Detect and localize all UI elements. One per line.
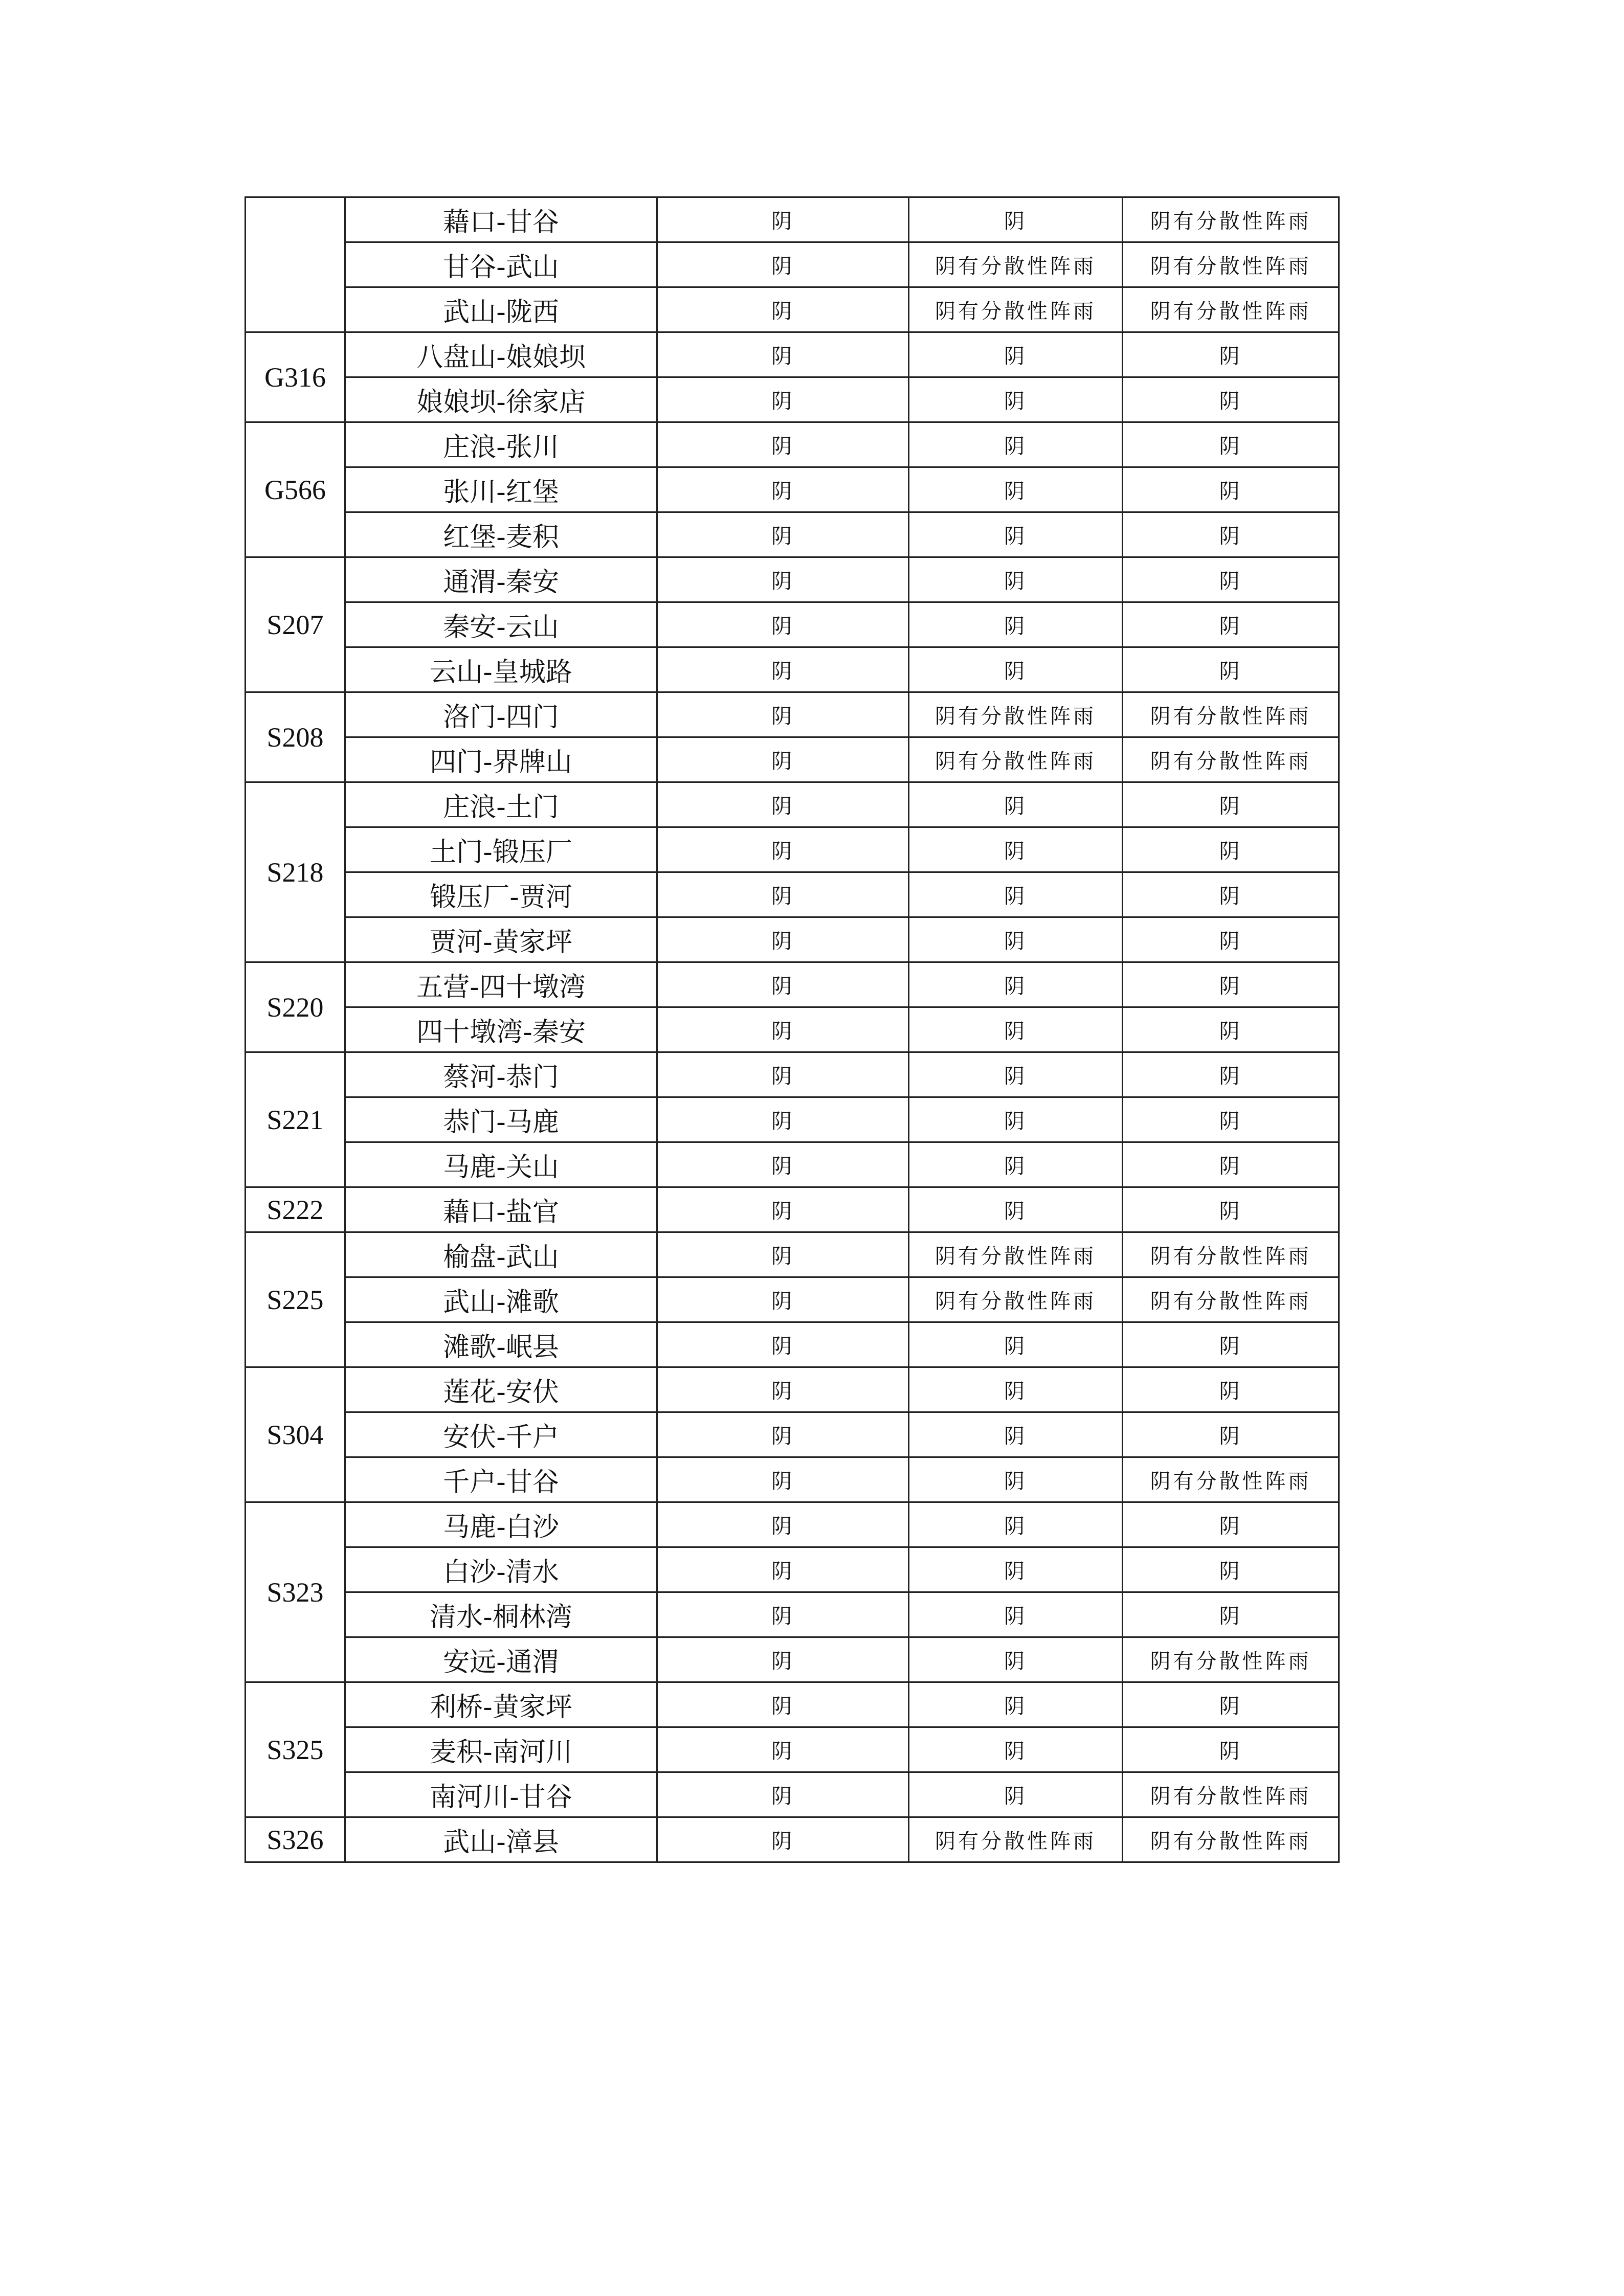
- road-segment-cell: 红堡-麦积: [345, 512, 657, 557]
- weather-cell-1: 阴: [657, 467, 909, 512]
- table-row: [246, 962, 1339, 1007]
- weather-cell-1: 阴: [657, 1502, 909, 1547]
- road-code-cell: S207: [246, 557, 345, 692]
- weather-cell-2: 阴有分散性阵雨: [909, 692, 1123, 737]
- weather-cell-2: 阴: [909, 647, 1123, 692]
- weather-cell-1: 阴: [657, 1592, 909, 1637]
- weather-cell-3: 阴有分散性阵雨: [1123, 1457, 1339, 1502]
- road-code-cell: S325: [246, 1682, 345, 1817]
- table-row: [246, 1817, 1339, 1862]
- weather-cell-2: 阴: [909, 1592, 1123, 1637]
- weather-cell-3: 阴: [1123, 1142, 1339, 1187]
- weather-cell-3: 阴: [1123, 1547, 1339, 1592]
- weather-cell-3: 阴有分散性阵雨: [1123, 1232, 1339, 1277]
- table-row: [246, 737, 1339, 782]
- table-row: [246, 872, 1339, 917]
- weather-cell-2: 阴: [909, 917, 1123, 962]
- weather-cell-1: 阴: [657, 1457, 909, 1502]
- road-code-cell: [246, 197, 345, 332]
- weather-cell-2: 阴: [909, 422, 1123, 467]
- weather-cell-1: 阴: [657, 962, 909, 1007]
- weather-cell-3: 阴: [1123, 377, 1339, 422]
- table-row: [246, 1277, 1339, 1322]
- road-code-cell: S323: [246, 1502, 345, 1682]
- weather-cell-3: 阴: [1123, 1682, 1339, 1727]
- weather-cell-1: 阴: [657, 917, 909, 962]
- weather-cell-2: 阴: [909, 1322, 1123, 1367]
- weather-cell-2: 阴: [909, 1772, 1123, 1817]
- weather-cell-1: 阴: [657, 602, 909, 647]
- table-row: [246, 1142, 1339, 1187]
- table-row: [246, 917, 1339, 962]
- weather-cell-1: 阴: [657, 422, 909, 467]
- weather-cell-2: 阴: [909, 377, 1123, 422]
- weather-cell-1: 阴: [657, 1007, 909, 1052]
- table-row: [246, 1727, 1339, 1772]
- road-segment-cell: 四门-界牌山: [345, 737, 657, 782]
- weather-cell-2: 阴: [909, 1097, 1123, 1142]
- weather-cell-3: 阴: [1123, 1007, 1339, 1052]
- weather-cell-2: 阴: [909, 557, 1123, 602]
- weather-cell-3: 阴: [1123, 1322, 1339, 1367]
- road-segment-cell: 麦积-南河川: [345, 1727, 657, 1772]
- weather-cell-2: 阴有分散性阵雨: [909, 737, 1123, 782]
- weather-cell-2: 阴: [909, 1637, 1123, 1682]
- road-code-cell: S225: [246, 1232, 345, 1367]
- weather-cell-2: 阴有分散性阵雨: [909, 242, 1123, 287]
- road-segment-cell: 武山-漳县: [345, 1817, 657, 1862]
- weather-cell-2: 阴: [909, 1682, 1123, 1727]
- weather-cell-2: 阴: [909, 1142, 1123, 1187]
- road-segment-cell: 张川-红堡: [345, 467, 657, 512]
- table-row: [246, 242, 1339, 287]
- road-segment-cell: 锻压厂-贾河: [345, 872, 657, 917]
- weather-cell-1: 阴: [657, 692, 909, 737]
- road-code-cell: G316: [246, 332, 345, 422]
- table-row: [246, 332, 1339, 377]
- table-row: [246, 1772, 1339, 1817]
- table-row: [246, 512, 1339, 557]
- table-row: [246, 1412, 1339, 1457]
- table-row: [246, 1682, 1339, 1727]
- weather-cell-1: 阴: [657, 1682, 909, 1727]
- weather-cell-2: 阴: [909, 1007, 1123, 1052]
- table-row: [246, 1007, 1339, 1052]
- road-segment-cell: 恭门-马鹿: [345, 1097, 657, 1142]
- weather-cell-3: 阴: [1123, 917, 1339, 962]
- weather-cell-2: 阴: [909, 1412, 1123, 1457]
- weather-cell-2: 阴: [909, 332, 1123, 377]
- road-code-cell: S218: [246, 782, 345, 962]
- road-segment-cell: 土门-锻压厂: [345, 827, 657, 872]
- weather-cell-3: 阴: [1123, 1592, 1339, 1637]
- road-segment-cell: 四十墩湾-秦安: [345, 1007, 657, 1052]
- weather-cell-2: 阴: [909, 197, 1123, 242]
- road-segment-cell: 南河川-甘谷: [345, 1772, 657, 1817]
- weather-cell-3: 阴: [1123, 602, 1339, 647]
- road-segment-cell: 马鹿-关山: [345, 1142, 657, 1187]
- road-segment-cell: 武山-滩歌: [345, 1277, 657, 1322]
- weather-cell-2: 阴: [909, 1367, 1123, 1412]
- weather-cell-1: 阴: [657, 827, 909, 872]
- weather-cell-3: 阴: [1123, 1412, 1339, 1457]
- weather-cell-3: 阴有分散性阵雨: [1123, 1817, 1339, 1862]
- table-row: [246, 647, 1339, 692]
- road-segment-cell: 藉口-盐官: [345, 1187, 657, 1232]
- road-segment-cell: 云山-皇城路: [345, 647, 657, 692]
- road-weather-table: [244, 196, 1340, 1863]
- weather-cell-1: 阴: [657, 1367, 909, 1412]
- table-row: [246, 377, 1339, 422]
- table-body: [246, 197, 1339, 1862]
- weather-cell-3: 阴: [1123, 1052, 1339, 1097]
- weather-cell-3: 阴有分散性阵雨: [1123, 287, 1339, 332]
- weather-cell-3: 阴: [1123, 557, 1339, 602]
- weather-cell-1: 阴: [657, 1097, 909, 1142]
- weather-cell-1: 阴: [657, 242, 909, 287]
- weather-cell-1: 阴: [657, 1232, 909, 1277]
- table-row: [246, 1637, 1339, 1682]
- weather-cell-3: 阴有分散性阵雨: [1123, 1772, 1339, 1817]
- weather-cell-2: 阴: [909, 467, 1123, 512]
- road-segment-cell: 庄浪-张川: [345, 422, 657, 467]
- table-row: [246, 1052, 1339, 1097]
- table-row: [246, 827, 1339, 872]
- road-segment-cell: 庄浪-土门: [345, 782, 657, 827]
- weather-cell-1: 阴: [657, 1052, 909, 1097]
- table-row: [246, 197, 1339, 242]
- weather-cell-1: 阴: [657, 197, 909, 242]
- table-row: [246, 692, 1339, 737]
- road-segment-cell: 五营-四十墩湾: [345, 962, 657, 1007]
- weather-cell-1: 阴: [657, 737, 909, 782]
- weather-cell-1: 阴: [657, 287, 909, 332]
- road-segment-cell: 安远-通渭: [345, 1637, 657, 1682]
- road-segment-cell: 甘谷-武山: [345, 242, 657, 287]
- weather-cell-1: 阴: [657, 1277, 909, 1322]
- weather-cell-1: 阴: [657, 377, 909, 422]
- weather-cell-2: 阴: [909, 1502, 1123, 1547]
- weather-cell-1: 阴: [657, 1637, 909, 1682]
- table-row: [246, 1187, 1339, 1232]
- weather-cell-1: 阴: [657, 872, 909, 917]
- road-segment-cell: 滩歌-岷县: [345, 1322, 657, 1367]
- table-row: [246, 1547, 1339, 1592]
- weather-cell-3: 阴: [1123, 1727, 1339, 1772]
- weather-cell-3: 阴: [1123, 647, 1339, 692]
- weather-cell-2: 阴: [909, 1457, 1123, 1502]
- weather-cell-3: 阴: [1123, 467, 1339, 512]
- weather-cell-3: 阴: [1123, 962, 1339, 1007]
- weather-cell-1: 阴: [657, 1772, 909, 1817]
- weather-cell-2: 阴: [909, 1052, 1123, 1097]
- road-code-cell: S304: [246, 1367, 345, 1502]
- table-row: [246, 1367, 1339, 1412]
- road-segment-cell: 安伏-千户: [345, 1412, 657, 1457]
- weather-cell-3: 阴有分散性阵雨: [1123, 242, 1339, 287]
- road-code-cell: S220: [246, 962, 345, 1052]
- table-row: [246, 1592, 1339, 1637]
- weather-cell-3: 阴: [1123, 422, 1339, 467]
- weather-cell-2: 阴: [909, 1547, 1123, 1592]
- weather-cell-2: 阴: [909, 602, 1123, 647]
- weather-cell-1: 阴: [657, 1142, 909, 1187]
- weather-cell-2: 阴: [909, 962, 1123, 1007]
- road-segment-cell: 贾河-黄家坪: [345, 917, 657, 962]
- road-segment-cell: 八盘山-娘娘坝: [345, 332, 657, 377]
- road-segment-cell: 清水-桐林湾: [345, 1592, 657, 1637]
- road-segment-cell: 千户-甘谷: [345, 1457, 657, 1502]
- road-segment-cell: 通渭-秦安: [345, 557, 657, 602]
- road-segment-cell: 藉口-甘谷: [345, 197, 657, 242]
- weather-cell-1: 阴: [657, 1322, 909, 1367]
- weather-cell-2: 阴: [909, 1187, 1123, 1232]
- road-code-cell: S326: [246, 1817, 345, 1862]
- road-segment-cell: 秦安-云山: [345, 602, 657, 647]
- weather-cell-1: 阴: [657, 1727, 909, 1772]
- weather-cell-1: 阴: [657, 332, 909, 377]
- weather-cell-2: 阴有分散性阵雨: [909, 287, 1123, 332]
- weather-cell-1: 阴: [657, 782, 909, 827]
- table-row: [246, 1097, 1339, 1142]
- table-row: [246, 1322, 1339, 1367]
- weather-cell-2: 阴: [909, 1727, 1123, 1772]
- road-segment-cell: 武山-陇西: [345, 287, 657, 332]
- road-segment-cell: 榆盘-武山: [345, 1232, 657, 1277]
- weather-cell-3: 阴有分散性阵雨: [1123, 1637, 1339, 1682]
- weather-cell-1: 阴: [657, 512, 909, 557]
- weather-cell-1: 阴: [657, 1187, 909, 1232]
- weather-cell-2: 阴: [909, 782, 1123, 827]
- weather-cell-1: 阴: [657, 647, 909, 692]
- road-segment-cell: 莲花-安伏: [345, 1367, 657, 1412]
- road-segment-cell: 白沙-清水: [345, 1547, 657, 1592]
- road-segment-cell: 洛门-四门: [345, 692, 657, 737]
- weather-cell-1: 阴: [657, 557, 909, 602]
- weather-cell-2: 阴有分散性阵雨: [909, 1232, 1123, 1277]
- road-code-cell: S222: [246, 1187, 345, 1232]
- weather-cell-1: 阴: [657, 1412, 909, 1457]
- weather-cell-3: 阴: [1123, 512, 1339, 557]
- table-row: [246, 287, 1339, 332]
- weather-cell-3: 阴: [1123, 872, 1339, 917]
- weather-cell-2: 阴有分散性阵雨: [909, 1817, 1123, 1862]
- weather-cell-3: 阴有分散性阵雨: [1123, 692, 1339, 737]
- road-segment-cell: 蔡河-恭门: [345, 1052, 657, 1097]
- table-row: [246, 1457, 1339, 1502]
- road-code-cell: S221: [246, 1052, 345, 1187]
- table-row: [246, 1232, 1339, 1277]
- weather-cell-3: 阴有分散性阵雨: [1123, 737, 1339, 782]
- weather-cell-3: 阴: [1123, 782, 1339, 827]
- weather-cell-3: 阴有分散性阵雨: [1123, 1277, 1339, 1322]
- table-row: [246, 1502, 1339, 1547]
- weather-cell-2: 阴有分散性阵雨: [909, 1277, 1123, 1322]
- weather-cell-3: 阴有分散性阵雨: [1123, 197, 1339, 242]
- weather-cell-1: 阴: [657, 1817, 909, 1862]
- table-row: [246, 557, 1339, 602]
- table-row: [246, 602, 1339, 647]
- weather-cell-1: 阴: [657, 1547, 909, 1592]
- table-row: [246, 422, 1339, 467]
- weather-cell-3: 阴: [1123, 332, 1339, 377]
- table-row: [246, 467, 1339, 512]
- road-segment-cell: 马鹿-白沙: [345, 1502, 657, 1547]
- weather-cell-2: 阴: [909, 512, 1123, 557]
- weather-cell-3: 阴: [1123, 1187, 1339, 1232]
- weather-cell-2: 阴: [909, 827, 1123, 872]
- road-segment-cell: 娘娘坝-徐家店: [345, 377, 657, 422]
- weather-cell-3: 阴: [1123, 1367, 1339, 1412]
- weather-cell-3: 阴: [1123, 827, 1339, 872]
- weather-cell-2: 阴: [909, 872, 1123, 917]
- weather-cell-3: 阴: [1123, 1097, 1339, 1142]
- road-segment-cell: 利桥-黄家坪: [345, 1682, 657, 1727]
- table-row: [246, 782, 1339, 827]
- road-code-cell: S208: [246, 692, 345, 782]
- road-code-cell: G566: [246, 422, 345, 557]
- weather-cell-3: 阴: [1123, 1502, 1339, 1547]
